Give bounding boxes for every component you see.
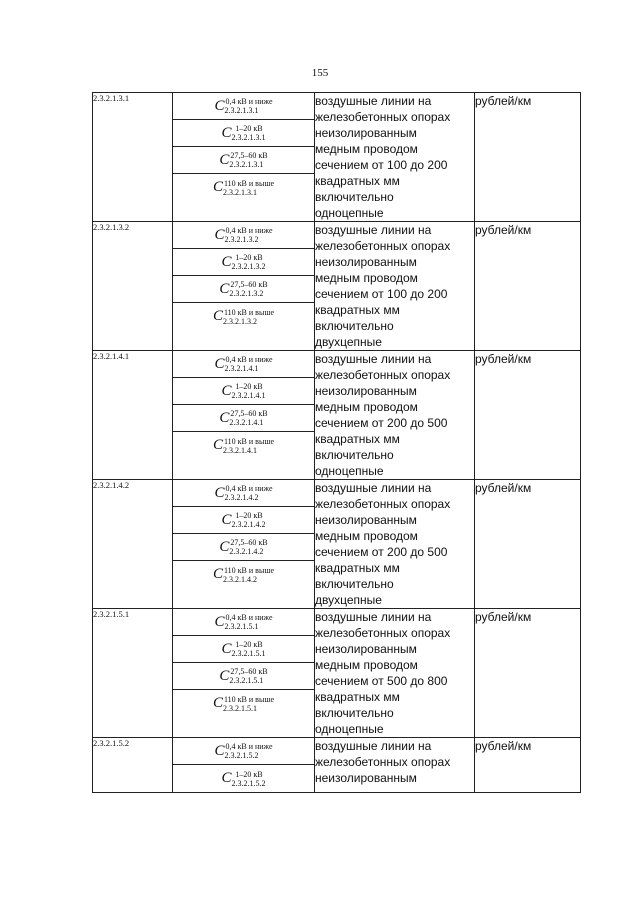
- row-unit: рублей/км: [475, 480, 581, 609]
- formula-symbol: C: [219, 667, 230, 684]
- formula-subscript: 2.3.2.1.3.2: [224, 235, 259, 244]
- formula-symbol: C: [212, 308, 223, 324]
- formula-subscript: 2.3.2.1.4.1: [224, 364, 259, 373]
- formula-symbol: C: [219, 538, 230, 555]
- formula-symbol: C: [212, 695, 223, 711]
- row-unit: рублей/км: [475, 222, 581, 351]
- formula-cell: [173, 480, 315, 609]
- formula-subscript: 2.3.2.1.4.2: [222, 574, 257, 584]
- formula-superscript: 1–20 кВ: [235, 769, 263, 779]
- formula-superscript: 1–20 кВ: [235, 253, 263, 262]
- row-code: 2.3.2.1.5.2: [93, 738, 173, 793]
- formula-subscript: 2.3.2.1.4.1: [229, 418, 264, 427]
- formula-symbol: C: [221, 382, 232, 399]
- formula-subscript: 2.3.2.1.5.1: [222, 703, 257, 713]
- formula-subscript: 2.3.2.1.5.1: [229, 676, 264, 685]
- formula: [173, 432, 314, 459]
- formula-superscript: 110 кВ и выше: [223, 436, 275, 446]
- formula-superscript: 27,5–60 кВ: [230, 409, 268, 418]
- formula: [173, 690, 314, 717]
- formula-superscript: 27,5–60 кВ: [230, 151, 268, 160]
- formula-superscript: 110 кВ и выше: [223, 307, 275, 317]
- formula-superscript: 0,4 кВ и ниже: [225, 355, 273, 364]
- row-description: воздушные линии на железобетонных опорах неизолированным медным проводом сечением от 500 до 800 квадратных мм включительно одноцепные: [315, 609, 475, 738]
- formula-superscript: 110 кВ и выше: [223, 565, 275, 575]
- table-row: [93, 93, 581, 222]
- row-description: воздушные линии на железобетонных опорах неизолированным медным проводом сечением от 200 до 500 квадратных мм включительно двухцепные: [315, 480, 475, 609]
- formula-superscript: 110 кВ и выше: [223, 178, 275, 188]
- formula: [173, 534, 314, 561]
- formula-cell: [173, 222, 315, 351]
- formula-symbol: C: [221, 511, 232, 528]
- formula-cell: [173, 351, 315, 480]
- row-code: 2.3.2.1.4.2: [93, 480, 173, 609]
- formula-symbol: C: [214, 613, 225, 630]
- formula-symbol: C: [212, 179, 223, 195]
- formula: [173, 147, 314, 174]
- formula-symbol: C: [219, 151, 230, 168]
- formula-superscript: 27,5–60 кВ: [230, 538, 268, 547]
- formula-superscript: 27,5–60 кВ: [230, 667, 268, 676]
- formula-superscript: 1–20 кВ: [235, 124, 263, 133]
- formula-symbol: C: [214, 355, 225, 372]
- row-description: воздушные линии на железобетонных опорах неизолированным медным проводом сечением от 100 до 200 квадратных мм включительно двухцепные: [315, 222, 475, 351]
- row-unit: рублей/км: [475, 351, 581, 480]
- formula-superscript: 1–20 кВ: [235, 382, 263, 391]
- row-code: 2.3.2.1.3.2: [93, 222, 173, 351]
- row-code: 2.3.2.1.3.1: [93, 93, 173, 222]
- table-row: [93, 609, 581, 738]
- formula-cell: [173, 609, 315, 738]
- row-description: воздушные линии на железобетонных опорах неизолированным медным проводом сечением от 100 до 200 квадратных мм включительно одноцепные: [315, 93, 475, 222]
- formula-symbol: C: [219, 409, 230, 426]
- formula-symbol: C: [221, 770, 232, 786]
- formula-symbol: C: [214, 484, 225, 501]
- formula: [173, 174, 314, 201]
- formula: [173, 276, 314, 303]
- table-row: [93, 738, 581, 793]
- formula: [173, 738, 314, 765]
- formula-symbol: C: [219, 280, 230, 297]
- formula-subscript: 2.3.2.1.3.1: [222, 187, 257, 197]
- formula-superscript: 0,4 кВ и ниже: [225, 226, 273, 235]
- formula: [173, 507, 314, 534]
- formula-superscript: 110 кВ и выше: [223, 694, 275, 704]
- formula-subscript: 2.3.2.1.5.1: [231, 649, 266, 658]
- formula-symbol: C: [214, 742, 225, 759]
- formula-subscript: 2.3.2.1.4.2: [231, 520, 266, 529]
- formula: [173, 378, 314, 405]
- formula-symbol: C: [214, 226, 225, 243]
- formula-subscript: 2.3.2.1.3.1: [224, 106, 259, 115]
- formula-subscript: 2.3.2.1.3.1: [229, 160, 264, 169]
- formula: [173, 303, 314, 330]
- formula: [173, 93, 314, 120]
- formula-subscript: 2.3.2.1.3.1: [231, 133, 266, 142]
- formula-superscript: 0,4 кВ и ниже: [225, 484, 273, 493]
- formula: [173, 663, 314, 690]
- formula-subscript: 2.3.2.1.4.2: [224, 493, 259, 502]
- formula-superscript: 27,5–60 кВ: [230, 280, 268, 289]
- formula: [173, 120, 314, 147]
- row-unit: рублей/км: [475, 93, 581, 222]
- formula: [173, 222, 314, 249]
- formula-symbol: C: [221, 253, 232, 270]
- formula-subscript: 2.3.2.1.5.2: [224, 751, 259, 760]
- row-code: 2.3.2.1.4.1: [93, 351, 173, 480]
- formula-subscript: 2.3.2.1.3.2: [229, 289, 264, 298]
- formula-superscript: 0,4 кВ и ниже: [225, 742, 273, 751]
- table-row: [93, 222, 581, 351]
- formula: [173, 405, 314, 432]
- formula-subscript: 2.3.2.1.4.1: [222, 445, 257, 455]
- table-body: [93, 93, 581, 793]
- table-row: [93, 351, 581, 480]
- formula-cell: [173, 93, 315, 222]
- table-row: [93, 480, 581, 609]
- formula-subscript: 2.3.2.1.5.1: [224, 622, 259, 631]
- formula: [173, 765, 314, 792]
- formula: [173, 561, 314, 588]
- formula: [173, 480, 314, 507]
- formula: [173, 609, 314, 636]
- formula: [173, 249, 314, 276]
- formula-cell: [173, 738, 315, 793]
- row-code: 2.3.2.1.5.1: [93, 609, 173, 738]
- formula: [173, 636, 314, 663]
- formula-subscript: 2.3.2.1.3.2: [222, 316, 257, 326]
- formula-symbol: C: [221, 124, 232, 141]
- row-description: воздушные линии на железобетонных опорах неизолированным: [315, 738, 475, 793]
- tariff-table: [92, 92, 581, 793]
- formula-subscript: 2.3.2.1.3.2: [231, 262, 266, 271]
- formula-symbol: C: [212, 566, 223, 582]
- row-unit: рублей/км: [475, 609, 581, 738]
- formula-subscript: 2.3.2.1.4.2: [229, 547, 264, 556]
- formula-superscript: 1–20 кВ: [235, 640, 263, 649]
- formula-superscript: 1–20 кВ: [235, 511, 263, 520]
- page-number: 155: [311, 67, 329, 79]
- formula: [173, 351, 314, 378]
- formula-subscript: 2.3.2.1.4.1: [231, 391, 266, 400]
- formula-superscript: 0,4 кВ и ниже: [225, 613, 273, 622]
- formula-subscript: 2.3.2.1.5.2: [231, 778, 266, 788]
- formula-symbol: C: [221, 640, 232, 657]
- formula-symbol: C: [212, 437, 223, 453]
- formula-superscript: 0,4 кВ и ниже: [225, 97, 273, 106]
- formula-symbol: C: [214, 97, 225, 114]
- row-description: воздушные линии на железобетонных опорах неизолированным медным проводом сечением от 200 до 500 квадратных мм включительно одноцепные: [315, 351, 475, 480]
- row-unit: рублей/км: [475, 738, 581, 793]
